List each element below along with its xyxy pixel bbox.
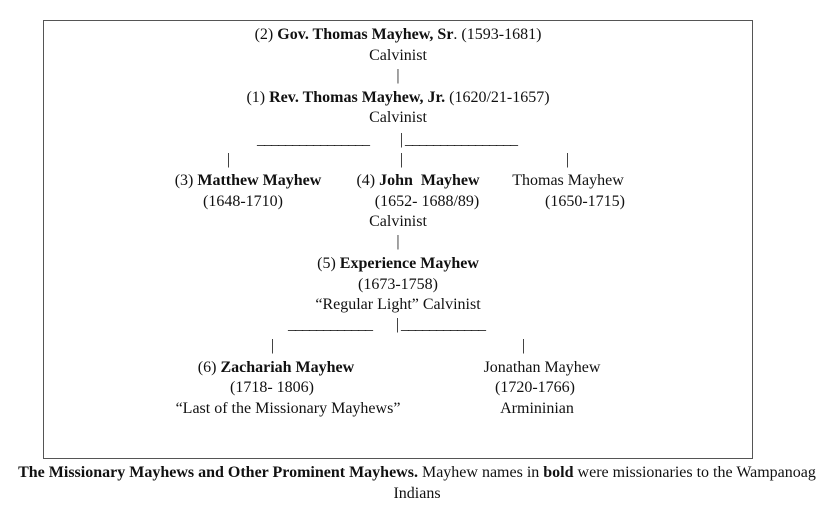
node-belief: Calvinist (369, 109, 427, 126)
connector-vertical: | (396, 67, 400, 84)
node-number: (2) (254, 26, 278, 43)
node-number: (1) (246, 89, 270, 106)
node-experience (317, 254, 479, 274)
connector-vertical: | (566, 151, 570, 168)
caption-bold-word: bold (543, 464, 574, 481)
node-belief: Armininian (500, 400, 574, 417)
node-number: (3) (174, 172, 198, 189)
node-dates: (1650-1715) (545, 193, 625, 210)
connector-vertical: | (522, 337, 526, 354)
connector-vertical: | (396, 316, 400, 333)
connector-vertical: | (271, 337, 275, 354)
node-name: John Mayhew (379, 172, 480, 189)
node-number: (6) (197, 359, 221, 376)
node-name: Experience Mayhew (339, 255, 479, 272)
caption-text: Mayhew names in (417, 464, 544, 481)
node-dates: (1673-1758) (358, 276, 438, 293)
node-name: Gov. Thomas Mayhew, Sr (277, 26, 454, 43)
caption-text: were missionaries to the Wampanoag Indians (393, 464, 816, 502)
node-jonathan: Jonathan Mayhew (483, 359, 601, 376)
node-name: Matthew Mayhew (197, 172, 322, 189)
node-belief: “Regular Light” Calvinist (315, 296, 481, 313)
node-belief: Calvinist (369, 213, 427, 230)
node-rev-thomas (246, 88, 549, 108)
connector-vertical: | (400, 151, 404, 168)
connector-vertical: | (400, 131, 404, 148)
branch-line-right: ________________ (405, 131, 517, 148)
node-number: (5) (317, 255, 340, 272)
node-dates: (1648-1710) (203, 193, 283, 210)
node-gov-thomas (255, 25, 542, 45)
node-dates: (1652- 1688/89) (374, 193, 480, 210)
node-zachariah (198, 358, 354, 378)
node-dates: (1718- 1806) (230, 379, 314, 396)
node-thomas: Thomas Mayhew (512, 172, 624, 189)
caption-title: The Missionary Mayhews and Other Prominent Mayhews. (18, 464, 418, 481)
node-matthew (175, 171, 322, 191)
branch-line-left: ____________ (288, 316, 372, 333)
node-name: Rev. Thomas Mayhew, Jr. (269, 89, 446, 106)
connector-vertical: | (227, 151, 231, 168)
node-belief: Calvinist (369, 47, 427, 64)
node-dates: . (1593-1681) (453, 26, 542, 43)
node-dates: (1620/21-1657) (445, 89, 550, 106)
connector-vertical: | (396, 233, 400, 250)
node-john (356, 171, 479, 191)
branch-line-left: ________________ (257, 131, 369, 148)
branch-line-right: ____________ (401, 316, 485, 333)
node-name: Zachariah Mayhew (220, 359, 355, 376)
node-note: “Last of the Missionary Mayhews” (175, 400, 401, 417)
node-dates: (1720-1766) (495, 379, 575, 396)
figure-caption (0, 462, 834, 504)
node-number: (4) (356, 172, 380, 189)
